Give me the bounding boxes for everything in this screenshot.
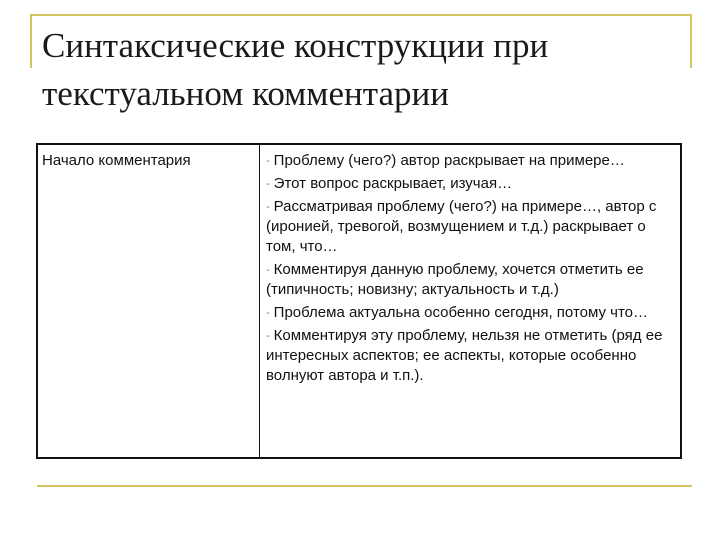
comment-start-label: Начало комментария: [42, 152, 191, 169]
bullet-dash: -: [266, 307, 270, 319]
phrase-text: Этот вопрос раскрывает, изучая…: [273, 175, 513, 192]
phrase-text: Проблема актуальна особенно сегодня, потому что…: [273, 304, 648, 321]
right-accent-rule: [690, 14, 692, 68]
phrase-item: [266, 151, 672, 171]
bottom-accent-rule: [37, 485, 692, 487]
phrase-item: [266, 260, 672, 300]
phrase-text: Проблему (чего?) автор раскрывает на примере…: [273, 152, 625, 169]
phrase-text: Комментируя данную проблему, хочется отметить ее (типичность; новизну; актуальность и т.д.): [266, 261, 644, 298]
bullet-dash: -: [266, 330, 270, 342]
phrase-item: [266, 326, 672, 386]
phrase-text: Комментируя эту проблему, нельзя не отметить (ряд ее интересных аспектов; ее аспекты, которые особенно волнуют автора и т.п.).: [266, 327, 663, 384]
phrase-item: [266, 197, 672, 257]
top-accent-rule: [30, 14, 692, 16]
left-accent-rule: [30, 14, 32, 68]
table-right-column: [260, 145, 680, 457]
phrase-item: [266, 174, 672, 194]
phrase-text: Рассматривая проблему (чего?) на примере…, автор с (иронией, тревогой, возмущением и т.д.) раскрывает о том, что…: [266, 198, 657, 255]
bullet-dash: -: [266, 201, 270, 213]
comment-table: [36, 143, 682, 459]
phrase-item: [266, 303, 672, 323]
bullet-dash: -: [266, 178, 270, 190]
slide-title: Синтаксические конструкции при текстуальном комментарии: [42, 26, 549, 113]
table-left-column: [38, 145, 260, 457]
bullet-dash: -: [266, 264, 270, 276]
bullet-dash: -: [266, 155, 270, 167]
